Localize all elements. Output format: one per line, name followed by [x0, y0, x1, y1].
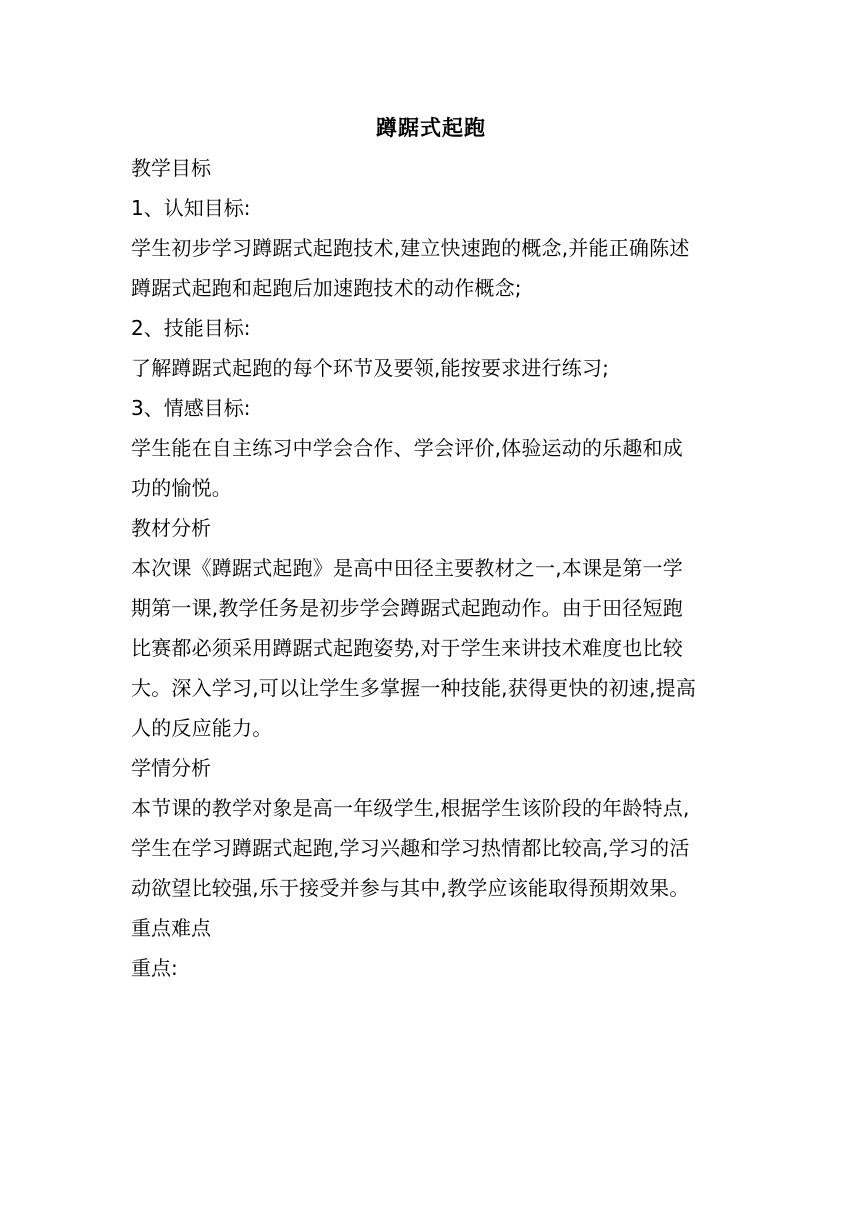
- text-line: 学生初步学习蹲踞式起跑技术,建立快速跑的概念,并能正确陈述: [131, 236, 690, 260]
- text-line: 比赛都必须采用蹲踞式起跑姿势,对于学生来讲技术难度也比较: [131, 636, 683, 660]
- item-emotional-goal: 3、情感目标:: [131, 396, 251, 420]
- item-skill-goal: 2、技能目标:: [131, 316, 251, 340]
- section-heading-student-analysis: 学情分析: [131, 756, 211, 780]
- text-line: 动欲望比较强,乐于接受并参与其中,教学应该能取得预期效果。: [131, 876, 690, 900]
- paragraph-material-analysis: [131, 548, 731, 748]
- text-line: 蹲踞式起跑和起跑后加速跑技术的动作概念;: [131, 276, 522, 300]
- paragraph-cognitive-goal: [131, 228, 731, 308]
- document-title: 蹲踞式起跑: [376, 116, 486, 140]
- paragraph-emotional-goal: [131, 428, 731, 508]
- text-line: 了解蹲踞式起跑的每个环节及要领,能按要求进行练习;: [131, 356, 610, 380]
- section-heading-key-difficult-points: 重点难点: [131, 916, 211, 940]
- item-key-points: 重点:: [131, 956, 178, 980]
- text-line: 期第一课,教学任务是初步学会蹲踞式起跑动作。由于田径短跑: [131, 596, 683, 620]
- section-heading-teaching-goals: 教学目标: [131, 156, 211, 180]
- text-line: 人的反应能力。: [131, 716, 273, 740]
- text-line: 学生在学习蹲踞式起跑,学习兴趣和学习热情都比较高,学习的活: [131, 836, 690, 860]
- paragraph-skill-goal: [131, 348, 731, 388]
- item-cognitive-goal: 1、认知目标:: [131, 196, 251, 220]
- text-line: 本节课的教学对象是高一年级学生,根据学生该阶段的年龄特点,: [131, 796, 690, 820]
- text-line: 大。深入学习,可以让学生多掌握一种技能,获得更快的初速,提高: [131, 676, 697, 700]
- section-heading-material-analysis: 教材分析: [131, 516, 211, 540]
- document-body: [131, 108, 731, 988]
- text-line: 本次课《蹲踞式起跑》是高中田径主要教材之一,本课是第一学: [131, 556, 683, 580]
- paragraph-student-analysis: [131, 788, 731, 908]
- text-line: 功的愉悦。: [131, 476, 232, 500]
- text-line: 学生能在自主练习中学会合作、学会评价,体验运动的乐趣和成: [131, 436, 683, 460]
